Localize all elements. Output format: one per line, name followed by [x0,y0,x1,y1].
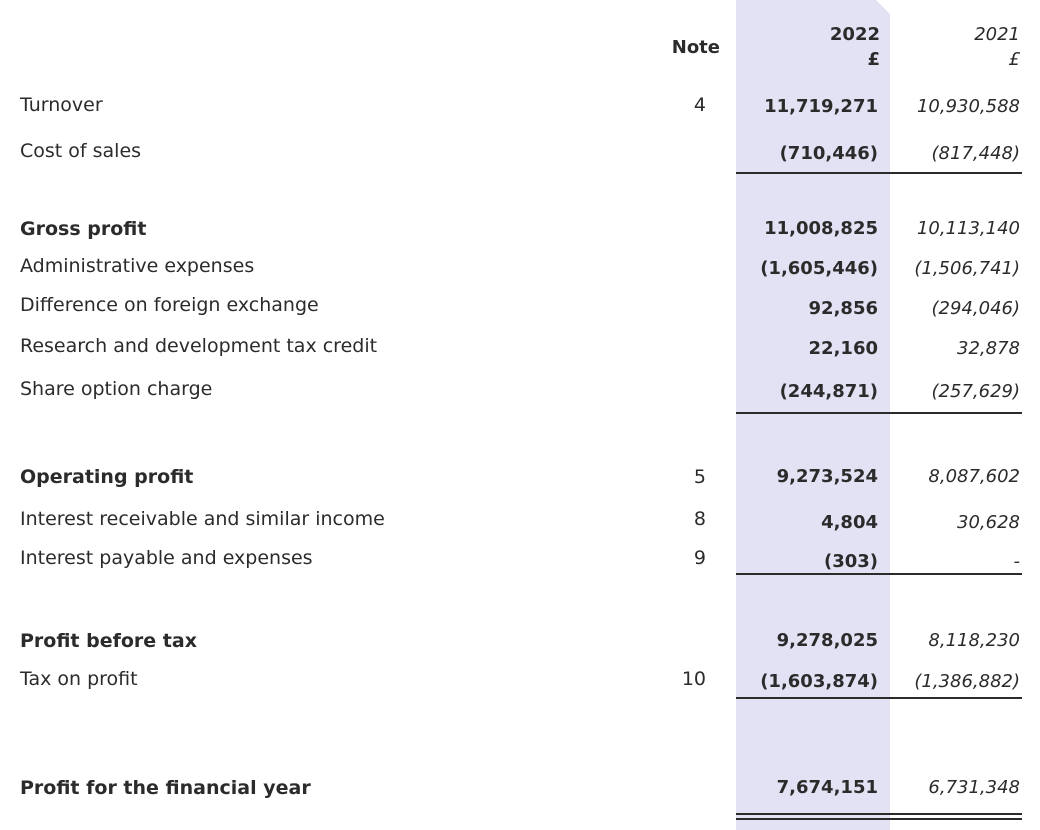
row-foreign-exchange [0,294,1040,324]
prior-value: 6,731,348 [928,777,1020,798]
row-note: 10 [681,668,706,690]
prior-value: 30,628 [957,512,1020,533]
total-double-rule-bottom [736,818,1022,820]
prior-value: 10,930,588 [916,96,1020,117]
prior-currency-header: £ [1008,49,1020,70]
current-value: (1,603,874) [760,671,878,692]
prior-value: 32,878 [957,338,1020,359]
row-label: Tax on profit [20,668,138,690]
current-value: (1,605,446) [760,258,878,279]
current-value: 9,278,025 [776,630,878,651]
current-value: 22,160 [808,338,878,359]
row-label: Research and development tax credit [20,335,378,357]
current-value: (710,446) [779,143,878,164]
prior-value: 8,087,602 [928,466,1020,487]
row-interest-receivable [0,508,1040,538]
row-label: Gross profit [20,218,147,240]
row-operating-profit [0,466,1040,496]
prior-value: 10,113,140 [916,218,1020,239]
current-value: 9,273,524 [776,466,878,487]
prior-value: (1,386,882) [914,671,1020,692]
current-value: (303) [823,551,878,572]
prior-value: (294,046) [931,298,1020,319]
prior-value: (1,506,741) [914,258,1020,279]
row-share-option-charge [0,378,1040,408]
prior-year-header: 2021 [974,24,1020,45]
current-year-highlight [736,0,890,830]
subtotal-rule [736,697,1022,699]
subtotal-rule [736,412,1022,414]
row-label: Share option charge [20,378,213,400]
prior-value: (817,448) [931,143,1020,164]
subtotal-rule [736,573,1022,575]
row-note: 9 [693,547,706,569]
current-value: 7,674,151 [776,777,878,798]
current-value: 92,856 [808,298,878,319]
row-turnover [0,94,1040,124]
current-value: 4,804 [821,512,878,533]
current-year-header: 2022 [829,24,880,45]
row-note: 8 [693,508,706,530]
row-label: Profit for the financial year [20,777,311,799]
row-rd-tax-credit [0,335,1040,365]
row-profit-before-tax [0,630,1040,660]
row-label: Operating profit [20,466,194,488]
current-value: 11,719,271 [764,96,878,117]
row-label: Interest payable and expenses [20,547,313,569]
row-tax-on-profit [0,668,1040,698]
row-profit-for-year [0,777,1040,807]
total-double-rule-top [736,813,1022,815]
row-label: Administrative expenses [20,255,255,277]
row-cost-of-sales [0,140,1040,170]
row-label: Difference on foreign exchange [20,294,319,316]
row-admin-expenses [0,255,1040,285]
current-currency-header: £ [867,49,880,70]
row-label: Turnover [20,94,103,116]
note-column-header: Note [671,37,720,58]
prior-value: - [1013,551,1020,572]
prior-value: (257,629) [931,381,1020,402]
current-value: (244,871) [779,381,878,402]
row-label: Cost of sales [20,140,142,162]
row-note: 5 [693,466,706,488]
current-value: 11,008,825 [764,218,878,239]
subtotal-rule [736,172,1022,174]
row-label: Interest receivable and similar income [20,508,385,530]
prior-value: 8,118,230 [928,630,1020,651]
row-gross-profit [0,218,1040,248]
row-note: 4 [693,94,706,116]
row-label: Profit before tax [20,630,197,652]
